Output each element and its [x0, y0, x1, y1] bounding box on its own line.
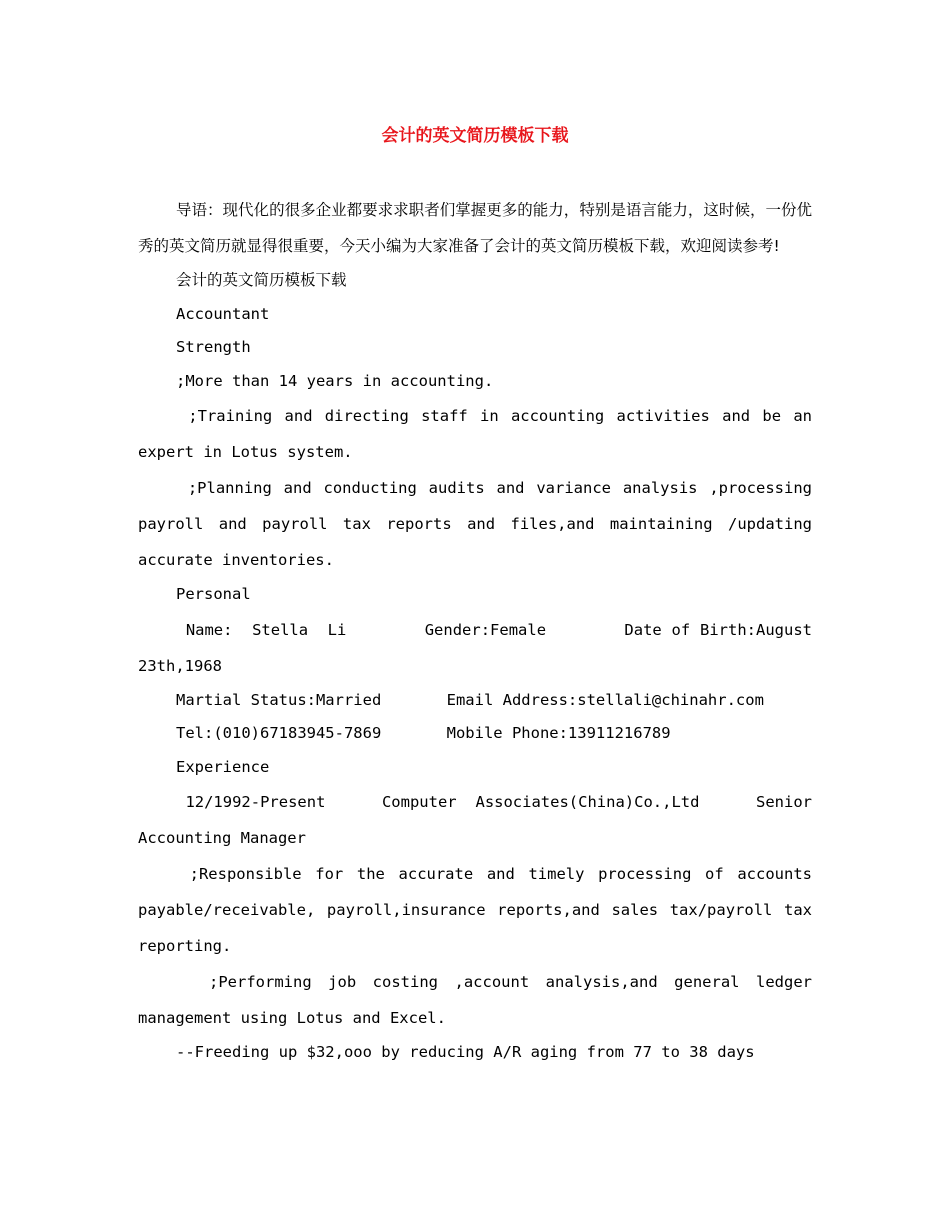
experience-entry-header: 12/1992-Present Computer Associates(China)Co.,Ltd Senior Accounting Manager	[138, 793, 822, 847]
personal-name-line: Name: Stella Li Gender:Female Date of Birth:August 23th,1968	[138, 620, 822, 675]
experience-item: ;Responsible for the accurate and timely processing of accounts payable/receivable, payroll,insurance reports,and sales tax/payroll tax reporting.	[138, 865, 822, 955]
personal-status-line: Martial Status:Married Email Address:stellali@chinahr.com	[176, 690, 764, 709]
job-title: Accountant	[176, 304, 270, 323]
section-heading-personal: Personal	[176, 585, 251, 603]
personal-phone-line: Tel:(010)67183945-7869 Mobile Phone:13911216789	[176, 724, 671, 742]
intro-paragraph: 导语：现代化的很多企业都要求求职者们掌握更多的能力，特别是语言能力，这时候，一份优秀的英文简历就显得很重要，今天小编为大家准备了会计的英文简历模板下载，欢迎阅读参考!	[138, 201, 812, 255]
section-heading-experience: Experience	[176, 757, 270, 776]
strength-item: ;Training and directing staff in accounting activities and be an expert in Lotus system.	[138, 407, 822, 461]
experience-item: ;Performing job costing ,account analysis,and general ledger management using Lotus and Excel.	[138, 973, 822, 1027]
section-heading: 会计的英文简历模板下载	[176, 271, 347, 289]
strength-item: ;Planning and conducting audits and variance analysis ,processing payroll and payroll tax reports and files,and maintaining /updating accurate inventories.	[138, 479, 822, 569]
document-title: 会计的英文简历模板下载	[381, 126, 569, 146]
strength-item: ;More than 14 years in accounting.	[176, 371, 494, 390]
section-heading-strength: Strength	[176, 338, 251, 356]
document-body	[138, 192, 822, 1070]
experience-achievement: --Freeding up $32,ooo by reducing A/R aging from 77 to 38 days	[176, 1043, 755, 1061]
